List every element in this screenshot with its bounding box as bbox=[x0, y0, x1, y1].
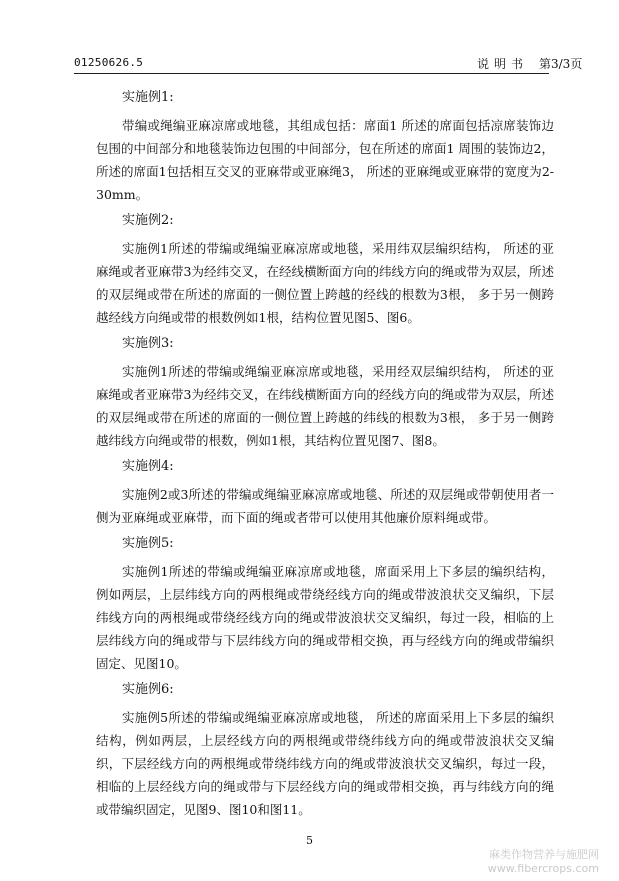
section-paragraph: 实施例1所述的带编或绳编亚麻凉席或地毯，采用纬双层编织结构， 所述的亚麻绳或者亚麻带3为经纬交叉，在经线横断面方向的纬线方向的绳或带为双层，所述的双层绳或带在所述的席面的一侧位置上跨越的经线的根数为3根， 多于另一侧跨越经线方向绳或带的根数例如1根，结构位置见图5、图6。 bbox=[96, 241, 554, 325]
section-heading: 实施例1: bbox=[122, 90, 174, 105]
section-paragraph: 实施例2或3所述的带编或绳编亚麻凉席或地毯、所述的双层绳或带朝使用者一侧为亚麻绳或亚麻带，而下面的绳或者带可以使用其他廉价原料绳或带。 bbox=[96, 487, 554, 525]
section-heading: 实施例5: bbox=[122, 536, 174, 551]
section-heading: 实施例3: bbox=[122, 336, 174, 351]
section-embodiment-3 bbox=[96, 334, 554, 452]
section-paragraph: 实施例1所述的带编或绳编亚麻凉席或地毯，席面采用上下多层的编织结构，例如两层，上层纬线方向的两根绳或带绕经线方向的绳或带波浪状交叉编织，下层纬线方向的两根绳或带绕经线方向的绳或带波浪状交叉编织，每过一段，相临的上层纬线方向的绳或带与下层纬线方向的绳或带相交换，再与经线方向的绳或带编织固定、见图10。 bbox=[96, 564, 554, 671]
section-embodiment-6 bbox=[96, 680, 554, 821]
page-header bbox=[0, 0, 619, 80]
section-heading: 实施例6: bbox=[122, 682, 174, 697]
document-type-label: 说明书 bbox=[477, 57, 529, 71]
application-number: 01250626.5 bbox=[74, 56, 144, 69]
page-number: 5 bbox=[306, 834, 313, 847]
document-body bbox=[96, 88, 554, 826]
section-embodiment-4 bbox=[96, 457, 554, 529]
section-paragraph: 实施例5所述的带编或绳编亚麻凉席或地毯， 所述的席面采用上下多层的编织结构，例如两层，上层经线方向的两根绳或带绕纬线方向的绳或带波浪状交叉编织，下层经线方向的两根绳或带绕纬线方向的绳或带波浪状交叉编织，每过一段，相临的上层经线方向的绳或带与下层经线方向的绳或带相交换，再与纬线方向的绳或带编织固定，见图9、图10和图11。 bbox=[96, 710, 554, 817]
header-rule bbox=[74, 73, 549, 74]
section-heading: 实施例4: bbox=[122, 459, 174, 474]
section-embodiment-5 bbox=[96, 534, 554, 675]
page-indicator: 第3/3页 bbox=[539, 57, 583, 71]
watermark-url: www.fibercrops.com bbox=[487, 862, 599, 875]
section-embodiment-1 bbox=[96, 88, 554, 206]
watermark-title: 麻类作物营养与施肥网 bbox=[489, 848, 599, 861]
site-watermark bbox=[488, 848, 599, 876]
section-heading: 实施例2: bbox=[122, 213, 174, 228]
section-paragraph: 实施例1所述的带编或绳编亚麻凉席或地毯，采用经双层编织结构， 所述的亚麻绳或者亚麻带3为经纬交叉，在纬线横断面方向的经线方向的绳或带为双层，所述的双层绳或带在所述的席面的一侧位置上跨越的纬线的根数为3根， 多于另一侧跨越纬线方向绳或带的根数，例如1根，其结构位置见图7、图8。 bbox=[96, 364, 554, 448]
section-embodiment-2 bbox=[96, 211, 554, 329]
section-paragraph: 带编或绳编亚麻凉席或地毯，其组成包括：席面1 所述的席面包括凉席装饰边包围的中间部分和地毯装饰边包围的中间部分，包在所述的席面1 周围的装饰边2，所述的席面1包括相互交叉的亚麻带或亚麻绳3， 所述的亚麻绳或亚麻带的宽度为2-30mm。 bbox=[96, 118, 554, 202]
